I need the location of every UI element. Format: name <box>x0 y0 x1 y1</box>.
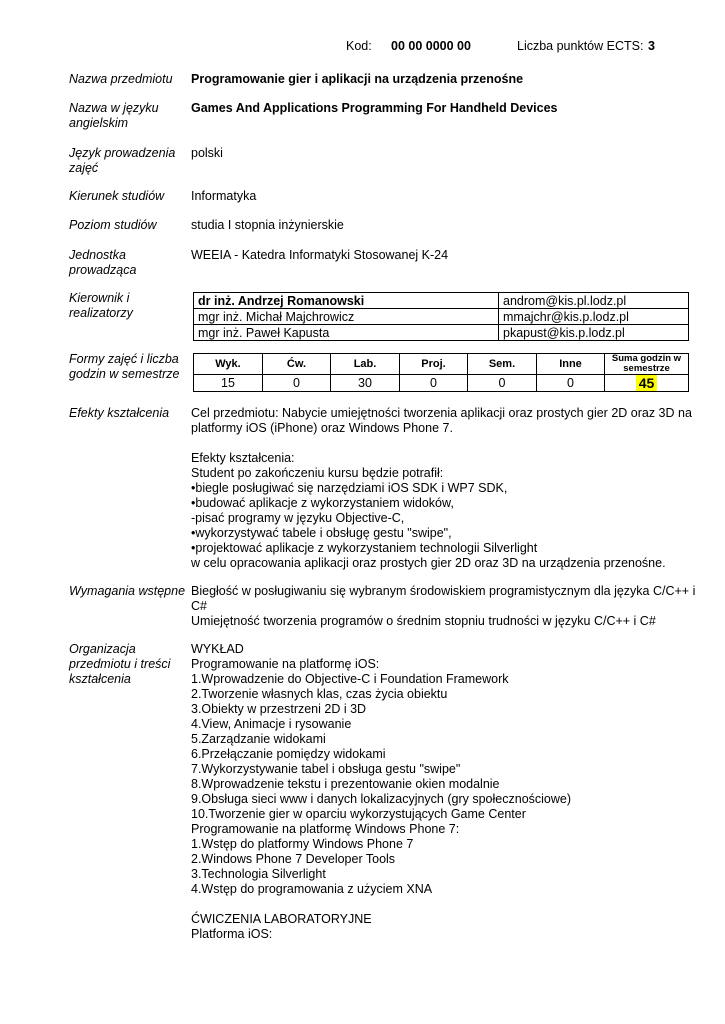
code-value: 00 00 0000 00 <box>391 39 471 53</box>
hours-header-cell: Inne <box>537 354 605 375</box>
staff-email: pkapust@kis.p.lodz.pl <box>499 325 689 341</box>
hours-total-cell <box>605 375 689 392</box>
effects-label: Efekty kształcenia <box>69 406 170 420</box>
table-row <box>194 325 689 341</box>
hours-header-cell: Proj. <box>400 354 468 375</box>
text-line: Efekty kształcenia: <box>191 451 295 465</box>
text-line: 5.Zarządzanie widokami <box>191 732 326 746</box>
hours-value-cell: 0 <box>400 375 468 392</box>
english-value: Games And Applications Programming For Handheld Devices <box>191 101 558 115</box>
text-line: •projektować aplikacje z wykorzystaniem technologii Silverlight <box>191 541 538 555</box>
unit-label: Jednostka prowadząca <box>69 248 137 277</box>
staff-table <box>193 292 689 341</box>
text-line: 4.View, Animacje i rysowanie <box>191 717 352 731</box>
text-line: 1.Wstęp do platformy Windows Phone 7 <box>191 837 414 851</box>
text-line: 4.Wstęp do programowania z użyciem XNA <box>191 882 433 896</box>
effects-text <box>191 406 692 571</box>
text-line <box>191 436 661 451</box>
text-line: w celu opracowania aplikacji oraz prostych gier 2D oraz 3D na urządzenia przenośne. <box>191 556 666 570</box>
staff-name: mgr inż. Paweł Kapusta <box>194 325 499 341</box>
hours-header-cell: Lab. <box>331 354 400 375</box>
direction-label: Kierunek studiów <box>69 189 165 203</box>
text-line: Biegłość w posługiwaniu się wybranym środowiskiem programistycznym dla języka C/C++ i <box>191 584 696 598</box>
requirements-text <box>191 584 696 629</box>
text-line <box>191 897 661 912</box>
direction-value: Informatyka <box>191 189 257 203</box>
text-line: 10.Tworzenie gier w oparciu wykorzystujących Game Center <box>191 807 526 821</box>
text-line: 2.Windows Phone 7 Developer Tools <box>191 852 396 866</box>
text-line: 2.Tworzenie własnych klas, czas życia obiektu <box>191 687 448 701</box>
hours-header-cell: Sem. <box>468 354 537 375</box>
text-line: 7.Wykorzystywanie tabel i obsługa gestu "swipe" <box>191 762 461 776</box>
text-line: •biegle posługiwać się narzędziami iOS SDK i WP7 SDK, <box>191 481 508 495</box>
text-line: Cel przedmiotu: Nabycie umiejętności tworzenia aplikacji oraz prostych gier 2D oraz 3D na <box>191 406 692 420</box>
hours-value-cell: 0 <box>468 375 537 392</box>
organization-label: Organizacja przedmiotu i treści kształcenia <box>69 642 171 686</box>
hours-header-cell: Ćw. <box>263 354 331 375</box>
text-line: -pisać programy w języku Objective-C, <box>191 511 405 525</box>
text-line: Student po zakończeniu kursu będzie potrafił: <box>191 466 444 480</box>
english-label: Nazwa w języku angielskim <box>69 101 159 130</box>
text-line: Umiejętność tworzenia programów o średnim stopniu trudności w języku C/C++ i C# <box>191 614 656 628</box>
requirements-label: Wymagania wstępne <box>69 584 186 598</box>
name-label: Nazwa przedmiotu <box>69 72 173 86</box>
language-value: polski <box>191 146 223 160</box>
forms-label: Formy zajęć i liczba godzin w semestrze <box>69 352 180 381</box>
hours-table <box>193 353 689 392</box>
staff-name: mgr inż. Michał Majchrowicz <box>194 309 499 325</box>
text-line: Programowanie na platformę Windows Phone 7: <box>191 822 460 836</box>
text-line: platformy iOS (iPhone) oraz Windows Phone 7. <box>191 421 453 435</box>
code-label: Kod: <box>346 39 372 53</box>
staff-name: dr inż. Andrzej Romanowski <box>194 293 499 309</box>
hours-value-row <box>194 375 689 392</box>
text-line: 3.Obiekty w przestrzeni 2D i 3D <box>191 702 367 716</box>
text-line: Programowanie na platformę iOS: <box>191 657 380 671</box>
table-row <box>194 309 689 325</box>
header <box>0 39 725 55</box>
organization-text <box>191 642 661 942</box>
total-hours-highlight: 45 <box>636 375 658 391</box>
ects-value: 3 <box>648 39 655 53</box>
text-line: •wykorzystywać tabele i obsługę gestu "swipe", <box>191 526 452 540</box>
hours-value-cell: 0 <box>537 375 605 392</box>
text-line: 3.Technologia Silverlight <box>191 867 326 881</box>
hours-value-cell: 30 <box>331 375 400 392</box>
text-line: •budować aplikacje z wykorzystaniem widoków, <box>191 496 454 510</box>
staff-email: mmajchr@kis.p.lodz.pl <box>499 309 689 325</box>
text-line: 8.Wprowadzenie tekstu i prezentowanie okien modalnie <box>191 777 500 791</box>
level-value: studia I stopnia inżynierskie <box>191 218 344 232</box>
text-line: 1.Wprowadzenie do Objective-C i Foundation Framework <box>191 672 509 686</box>
hours-value-cell: 15 <box>194 375 263 392</box>
text-line: C# <box>191 599 207 613</box>
text-line: 9.Obsługa sieci www i danych lokalizacyjnych (gry społecznościowe) <box>191 792 572 806</box>
staff-label: Kierownik i realizatorzy <box>69 291 133 320</box>
staff-email: androm@kis.pl.lodz.pl <box>499 293 689 309</box>
hours-value-cell: 0 <box>263 375 331 392</box>
hours-header-row <box>194 354 689 375</box>
text-line: ĆWICZENIA LABORATORYJNE <box>191 912 372 926</box>
hours-header-cell: Suma godzin w semestrze <box>605 354 689 375</box>
level-label: Poziom studiów <box>69 218 157 232</box>
text-line: Platforma iOS: <box>191 927 273 941</box>
table-row <box>194 293 689 309</box>
unit-value: WEEIA - Katedra Informatyki Stosowanej K-24 <box>191 248 449 262</box>
text-line: WYKŁAD <box>191 642 244 656</box>
text-line: 6.Przełączanie pomiędzy widokami <box>191 747 386 761</box>
ects-label: Liczba punktów ECTS: <box>517 39 644 53</box>
language-label: Język prowadzenia zajęć <box>69 146 176 175</box>
name-value: Programowanie gier i aplikacji na urządzenia przenośne <box>191 72 524 86</box>
hours-header-cell: Wyk. <box>194 354 263 375</box>
